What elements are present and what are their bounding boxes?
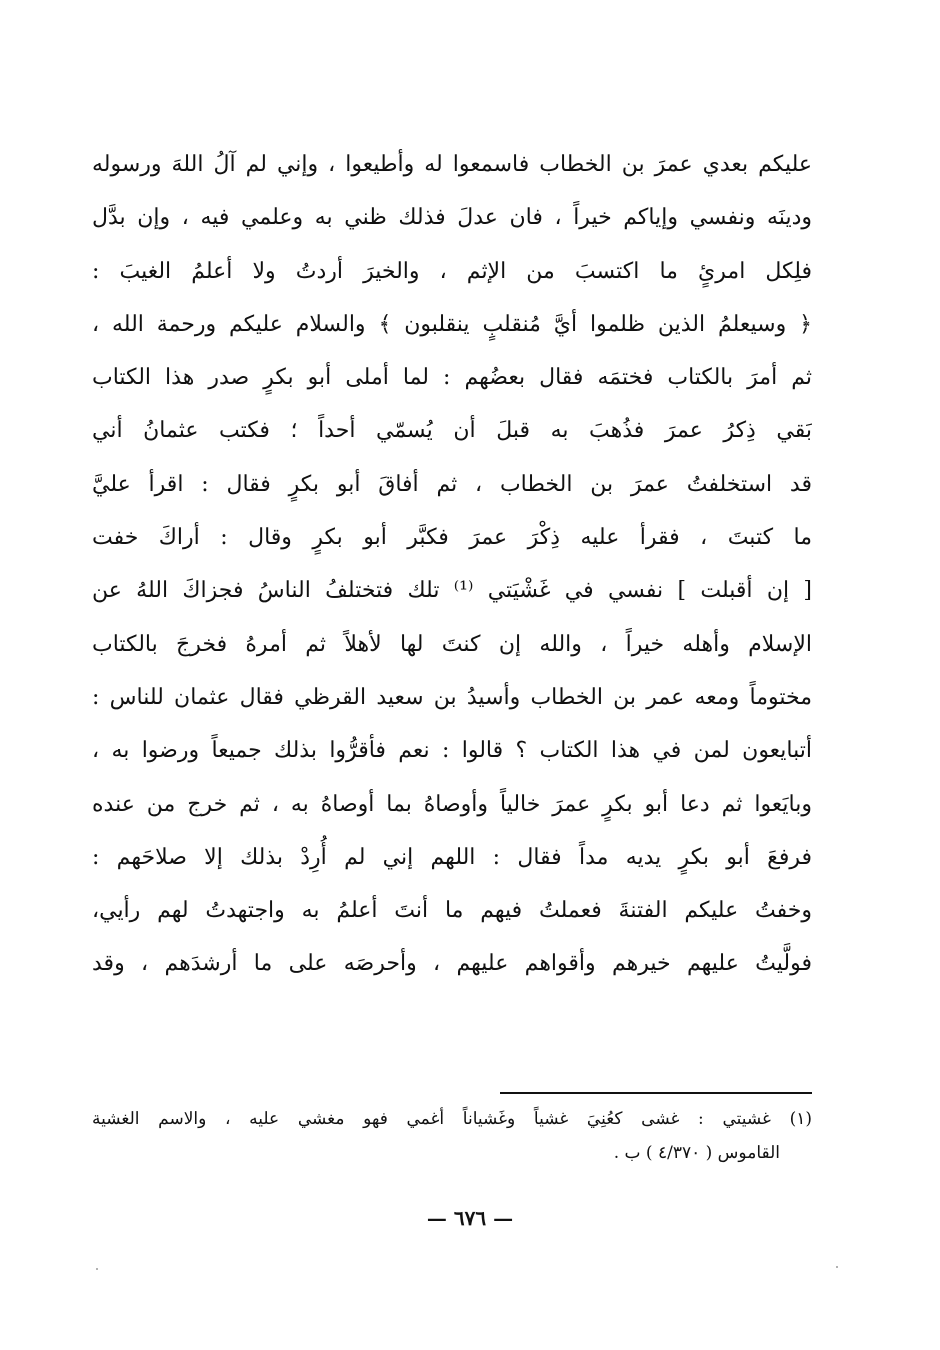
text-line-2: ودينَه ونفسي وإياكم خيراً ، فان عدلَ فذلك ظني به وعلمي فيه ، وإن بدَّل xyxy=(92,205,812,231)
text-line-10: الإسلام وأهله خيراً ، والله إن كنتَ لها لأهلاً ثم أمرهُ فخرجَ بالكتاب xyxy=(92,631,812,657)
scan-speck xyxy=(96,1268,98,1270)
text-line-8: ما كتبتَ ، فقرأ عليه ذِكْرَ عمرَ فكبَّر أبو بكرٍ وقال : أراكَ خفت xyxy=(92,525,812,551)
text-line-1: عليكم بعدي عمرَ بن الخطاب فاسمعوا له وأطيعوا ، وإني لم آلُ اللهَ ورسوله xyxy=(92,152,812,177)
text-line-7: قد استخلفتُ عمرَ بن الخطاب ، ثم أفاقَ أبو بكرٍ فقال : اقرأ عليَّ xyxy=(92,471,812,497)
text-line-14: فرفعَ أبو بكرٍ يديه مداً فقال : اللهم إني لم أُرِدْ بذلك إلا صلاحَهم : xyxy=(92,844,812,870)
footnote xyxy=(92,1102,812,1170)
scan-speck xyxy=(836,1266,838,1268)
text-line-16: فولَّيتُ عليهم خيرهم وأقواهم عليهم ، وأحرصَه على ما أرشدَهم ، وقد xyxy=(92,951,812,977)
text-line-5: ثم أمرَ بالكتاب فختمَه فقال بعضُهم : لما أملى أبو بكرٍ صدر هذا الكتاب xyxy=(92,365,812,391)
text-line-13: وبايَعوا ثم دعا أبو بكرٍ عمرَ خالياً وأوصاهُ بما أوصاهُ به ، ثم خرج من عنده xyxy=(92,791,812,817)
text-line-6: بَقي ذِكرُ عمرَ فذُهبَ به قبلَ أن يُسمّي أحداً ؛ فكتب عثمانُ أني xyxy=(92,418,812,444)
footnote-line-2: القاموس ( ٤/٣٧٠ ) ب . xyxy=(613,1143,780,1163)
text-line-3: فلِكل امرئٍ ما اكتسبَ من الإثم ، والخيرَ أردتُ ولا أعلمُ الغيبَ : xyxy=(92,258,812,284)
main-text xyxy=(92,138,812,991)
text-line-11: مختوماً ومعه عمر بن الخطاب وأسيدُ بن سعيد القرظي فقال عثمان للناس : xyxy=(92,684,812,710)
text-line-15: وخفتُ عليكم الفتنةَ فعملتُ فيهم ما أنتَ أعلمُ به واجتهدتُ لهم رأيي، xyxy=(92,898,812,924)
page-number: — ٦٧٦ — xyxy=(426,1206,514,1230)
text-line-9: [ إن أقبلت ] نفسي في غَشْيَتي ⁽¹⁾ تلك فتختلفُ الناسُ فجزاكَ اللهُ عن xyxy=(92,578,812,604)
text-line-12: أتبايعون لمن في هذا الكتاب ؟ قالوا : نعم فأقرُّوا بذلك جميعاً ورضوا به ، xyxy=(92,738,812,764)
footnote-line-1: (١) غشيتي : غشى كعُنِيَ غشياً وغَشياناً أغمي فهو مغشي عليه ، والاسم الغشية xyxy=(92,1109,812,1129)
footnote-divider xyxy=(500,1092,812,1094)
text-line-4: ﴿ وسيعلمُ الذين ظلموا أيَّ مُنقلبٍ ينقلبون ﴾ والسلام عليكم ورحمة الله ، xyxy=(92,311,812,337)
